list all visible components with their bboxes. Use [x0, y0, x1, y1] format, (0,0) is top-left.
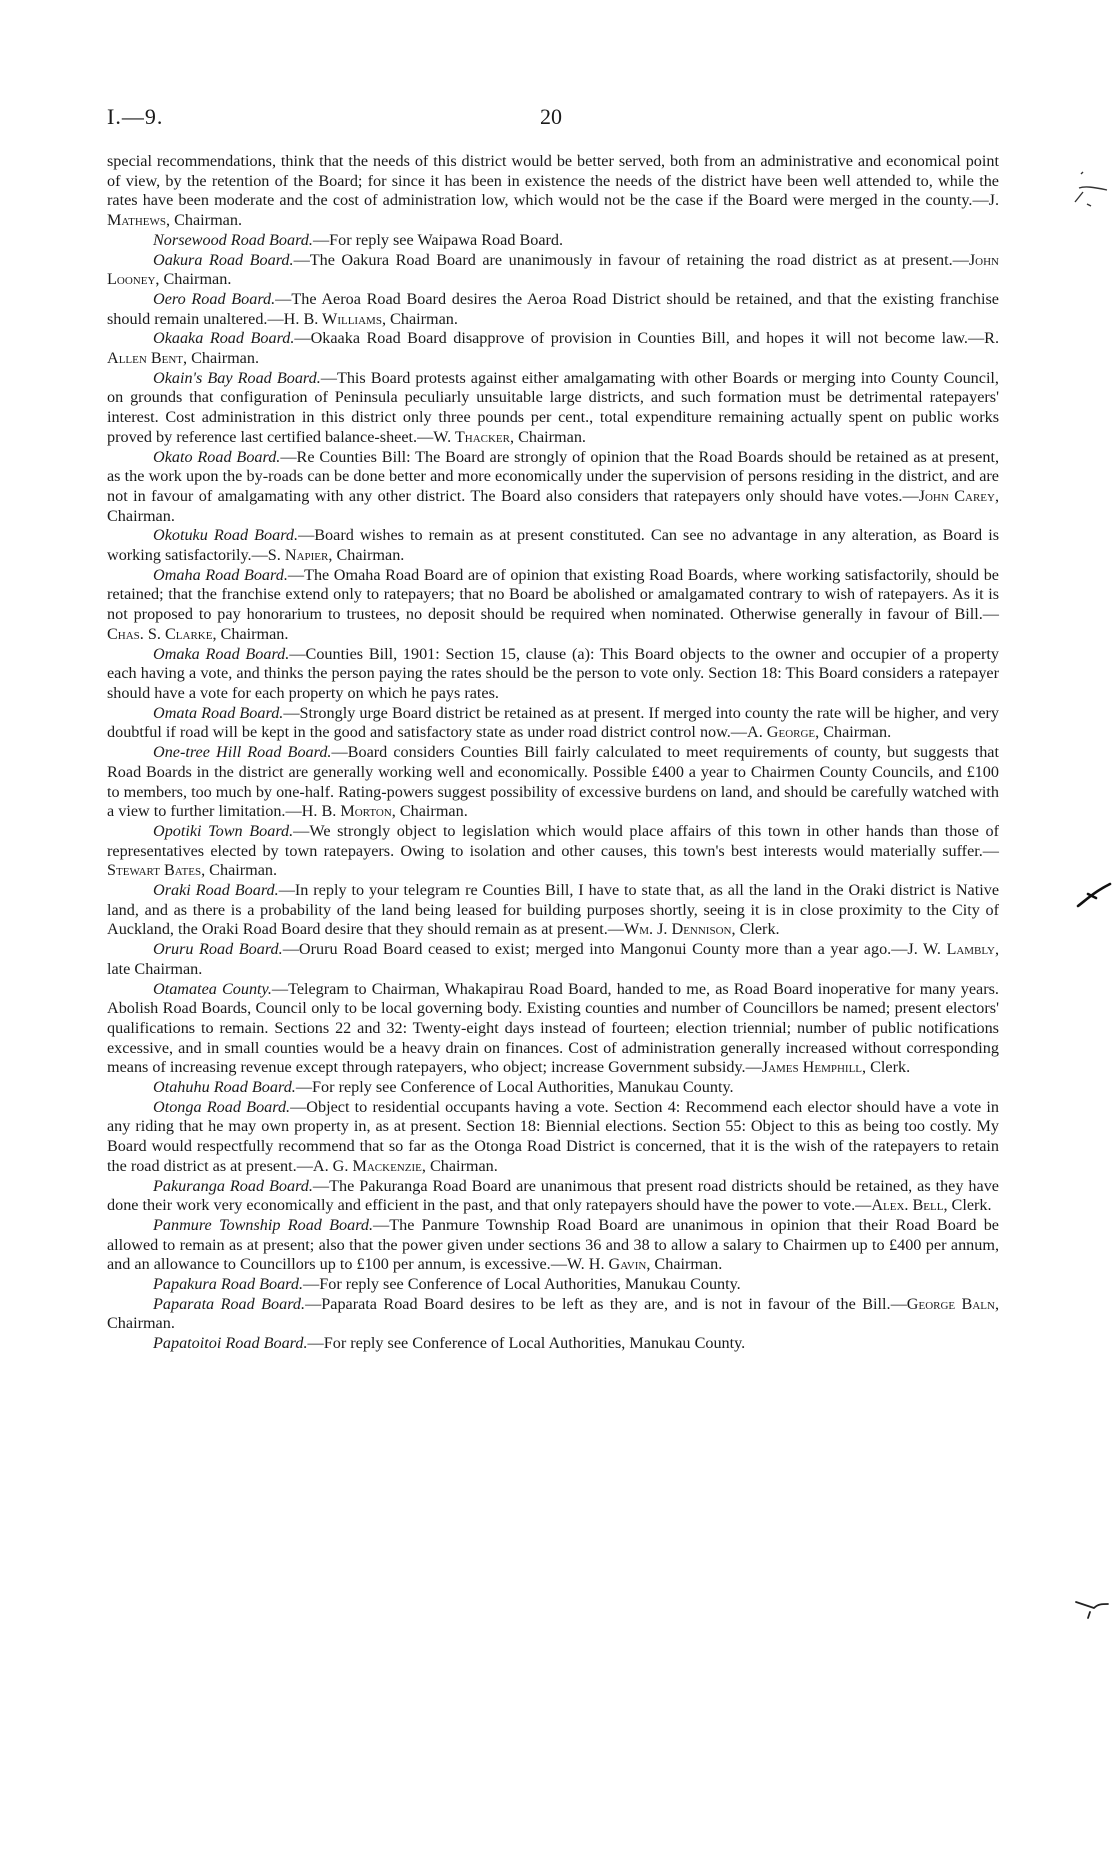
entry-text: —For reply see Waipawa Road Board.: [312, 230, 564, 249]
signature-role: , Chairman.: [166, 211, 242, 230]
entry-signatory-name: J. W. Lambly: [907, 940, 995, 959]
entry-signatory-name: S. Napier: [267, 546, 329, 565]
entry-signatory-name: George Baln: [906, 1294, 995, 1313]
entry-signatory-name: Wm. J. Dennison: [623, 920, 732, 939]
entry-text: —The Panmure Township Road Board are unanimous in opinion that their Road Board be allowed to remain as at present; also that the power given under sections 36 and 38 to allow a salary to Chairmen up to £400 per annum, and an allowance to Councillors up to £100 per annum, is excessive.—: [107, 1215, 999, 1274]
entry-text: —Counties Bill, 1901: Section 15, clause (a): This Board objects to the owner and occupier of a property each having a vote, and thinks the person paying the rates should be the person to vote only. Section 18: This Board considers a ratepayer should have a vote for each property on which he pays rates.: [107, 644, 999, 702]
entry-title: Paparata Road Board.: [153, 1294, 306, 1313]
board-entry: [107, 231, 999, 251]
entry-signatory-role: , Chairman.: [381, 309, 458, 328]
entry-title: Opotiki Town Board.: [153, 821, 294, 840]
entry-signatory-name: A. G. Mackenzie: [312, 1156, 422, 1175]
board-entry: [107, 704, 999, 743]
board-entry: [107, 881, 999, 940]
board-entry: [107, 822, 999, 881]
entry-signatory-role: , Chairman.: [421, 1156, 498, 1175]
board-entries-list: [107, 231, 999, 1354]
entry-title: Pakuranga Road Board.: [153, 1176, 313, 1195]
margin-ink-mark: [1073, 168, 1109, 208]
entry-signatory-role: , Chairman.: [212, 624, 289, 643]
entry-signatory-role: , Clerk.: [731, 920, 780, 939]
board-entry: [107, 743, 999, 822]
entry-title: Panmure Township Road Board.: [153, 1215, 374, 1234]
board-entry: [107, 329, 999, 368]
entry-title: Otonga Road Board.: [153, 1097, 291, 1116]
margin-ink-mark: [1074, 1594, 1110, 1624]
entry-signatory-name: W. H. Gavin: [566, 1255, 647, 1274]
entry-text: —The Pakuranga Road Board are unanimous that present road districts should be retained, as they have done their work very economically and efficient in the past, and that only ratepayers should have the power to vote.—: [107, 1176, 999, 1215]
margin-ink-mark: [1076, 880, 1112, 910]
entry-text: —We strongly object to legislation which would place affairs of this town in other hands than those of representatives elected by town ratepayers. Owing to isolation and other causes, this town's best interests would materially suffer.—: [107, 821, 999, 860]
board-entry: [107, 1216, 999, 1275]
board-entry: [107, 1334, 999, 1354]
entry-signatory-role: , Chairman.: [510, 427, 586, 446]
board-entry: [107, 369, 999, 448]
entry-text: —For reply see Conference of Local Authorities, Manukau County.: [307, 1334, 746, 1353]
entry-text: —Object to residential occupants having a vote. Section 4: Recommend each elector should have a vote in any riding that he may own property in, as at present. Section 18: Biennial elections. Section 55: Object to this as being too costly. My Board would respectfully recommend that so far as the Otonga Road District is concerned, that it is the wish of the ratepayers to retain the road district as at present.—: [107, 1097, 999, 1175]
entry-title: Oruru Road Board.: [153, 940, 283, 959]
entry-signatory-name: H. B. Morton: [301, 802, 392, 821]
signature-name: J. Mathews: [107, 191, 999, 230]
entry-text: —This Board protests against either amalgamating with other Boards or merging into County Council, on grounds that configuration of Peninsula peculiarly unsuitable large districts, and such formation must be detrimental ratepayers' interest. Cost administration in this district only three pounds per cent., total expenditure remaining actually spent on public works proved by reference last certified balance-sheet.—: [107, 368, 999, 446]
entry-signatory-name: James Hemphill: [761, 1058, 863, 1077]
entry-signatory-role: , Clerk.: [862, 1058, 911, 1077]
entry-title: Oero Road Board.: [153, 289, 276, 308]
entry-signatory-name: A. George: [747, 723, 816, 742]
entry-title: Oraki Road Board.: [153, 881, 279, 900]
entry-signatory-name: H. B. Williams: [283, 309, 382, 328]
board-entry: [107, 1275, 999, 1295]
entry-text: —The Oakura Road Board are unanimously in favour of retaining the road district as at present.—: [293, 250, 969, 269]
page-number: 20: [540, 104, 562, 129]
entry-text: —For reply see Conference of Local Authorities, Manukau County.: [303, 1275, 741, 1294]
board-entry: [107, 251, 999, 290]
board-entry: [107, 940, 999, 979]
entry-signatory-role: , late Chairman.: [107, 940, 1000, 978]
entry-signatory-role: , Chairman.: [815, 723, 892, 742]
board-entry: [107, 980, 999, 1079]
entry-title: Okain's Bay Road Board.: [153, 368, 321, 387]
entry-title: Norsewood Road Board.: [153, 230, 313, 249]
intro-paragraph: [107, 152, 999, 231]
entry-title: Omaha Road Board.: [153, 565, 288, 584]
board-entry: [107, 1177, 999, 1216]
board-entry: [107, 1098, 999, 1177]
entry-text: —Okaaka Road Board disapprove of provision in Counties Bill, and hopes it will not become law.—: [294, 329, 985, 348]
entry-signatory-role: , Chairman.: [328, 546, 405, 565]
entry-signatory-name: Chas. S. Clarke: [107, 624, 213, 643]
board-entry: [107, 290, 999, 329]
entry-text: —Telegram to Chairman, Whakapirau Road Board, handed to me, as Road Board inoperative for many years. Abolish Road Boards, Council only to be local governing body. Existing counties and number of Councillors be named; present electors' qualifications to remain. Sections 22 and 32: Twenty-eight days instead of fourteen; election triennial; number of public notifications excessive, and in small counties would be a heavy drain on finances. Cost of administration generally increased without corresponding means of increasing revenue except through ratepayers, who object; increase Government subsidy.—: [107, 979, 999, 1077]
entry-text: —Re Counties Bill: The Board are strongly of opinion that the Road Boards should be retained as at present, as the work upon the by-roads can be done better and more economically under the supervision of persons residing in the district, and are not in favour of amalgamating with any other district. The Board also considers that ratepayers only should have votes.—: [107, 447, 1000, 505]
entry-title: Okaaka Road Board.: [153, 329, 295, 348]
board-entry: [107, 448, 999, 527]
board-entry: [107, 526, 999, 565]
entry-text: —The Aeroa Road Board desires the Aeroa Road District should be retained, and that the existing franchise should remain unaltered.—: [107, 289, 999, 328]
entry-signatory-name: John Carey: [918, 486, 995, 505]
entry-text: —Board wishes to remain as at present constituted. Can see no advantage in any alteration, as Board is working satisfactorily.—: [107, 526, 999, 565]
board-entry: [107, 645, 999, 704]
entry-signatory-role: , Chairman.: [107, 486, 999, 525]
entry-title: Papatoitoi Road Board.: [153, 1334, 308, 1353]
entry-title: One-tree Hill Road Board.: [153, 743, 332, 762]
entry-signatory-role: , Chairman.: [646, 1255, 723, 1274]
entry-text: —Strongly urge Board district be retained as at present. If merged into county the rate will be higher, and very doubtful if road will be kept in the good and satisfactory state as under road district control now.—: [107, 703, 1000, 742]
entry-title: Papakura Road Board.: [153, 1275, 304, 1294]
entry-title: Otamatea County.: [153, 979, 272, 998]
entry-title: Omaka Road Board.: [153, 644, 290, 663]
entry-signatory-name: Alex. Bell: [871, 1196, 944, 1215]
entry-text: —Board considers Counties Bill fairly calculated to meet requirements of county, but suggests that Road Boards in the district are generally working well and economically. Possible £400 a year to Chairmen County Councils, and £100 to members, too much by one-half. Rating-powers suggest possibility of excessive burdens on land, and should be carefully watched with a view to further limitation.—: [107, 743, 999, 821]
entry-text: —Paparata Road Board desires to be left as they are, and is not in favour of the Bill.—: [305, 1294, 907, 1313]
document-body: [107, 152, 999, 1354]
document-reference: I.—9.: [107, 104, 164, 129]
intro-text: special recommendations, think that the needs of this district would be better served, both from an administrative and economical point of view, by the retention of the Board; for since it has been in existence the needs of the district have been well attended to, while the rates have been moderate and the cost of administration low, which would not be the case if the Board were merged in the county.—: [107, 152, 999, 210]
entry-signatory-role: , Chairman.: [107, 1294, 999, 1333]
entry-signatory-name: John Looney: [107, 250, 999, 289]
board-entry: [107, 1295, 999, 1334]
entry-signatory-name: R. Allen Bent: [107, 329, 999, 368]
entry-signatory-name: Stewart Bates: [107, 861, 202, 880]
entry-signatory-name: W. Thacker: [433, 427, 510, 446]
entry-signatory-role: , Chairman.: [183, 349, 260, 368]
entry-text: —In reply to your telegram re Counties Bill, I have to state that, as all the land in the Oraki district is Native land, and as there is a probability of the land being leased for building purposes shortly, seeing it is in close proximity to the City of Auckland, the Oraki Road Board desire that they should remain as at present.—: [107, 881, 1000, 939]
entry-text: —For reply see Conference of Local Authorities, Manukau County.: [295, 1078, 734, 1097]
entry-title: Omata Road Board.: [153, 703, 284, 722]
entry-title: Okotuku Road Board.: [153, 526, 299, 545]
entry-signatory-role: , Chairman.: [391, 802, 468, 821]
entry-title: Otahuhu Road Board.: [153, 1078, 296, 1097]
entry-title: Okato Road Board.: [153, 447, 281, 466]
board-entry: [107, 1078, 999, 1098]
board-entry: [107, 566, 999, 645]
entry-text: —The Omaha Road Board are of opinion that existing Road Boards, where working satisfactorily, should be retained; that the franchise extend only to ratepayers; that no Board be abolished or amalgamated contrary to wish of ratepayers. As it is not proposed to pay honorarium to trustees, no deposit should be required when nominated. Otherwise generally in favour of Bill.—: [107, 565, 999, 624]
entry-title: Oakura Road Board.: [153, 250, 294, 269]
entry-signatory-role: , Chairman.: [155, 270, 232, 289]
entry-text: —Oruru Road Board ceased to exist; merged into Mangonui County more than a year ago.—: [282, 940, 908, 959]
entry-signatory-role: , Clerk.: [943, 1196, 992, 1215]
entry-signatory-role: , Chairman.: [201, 861, 278, 880]
